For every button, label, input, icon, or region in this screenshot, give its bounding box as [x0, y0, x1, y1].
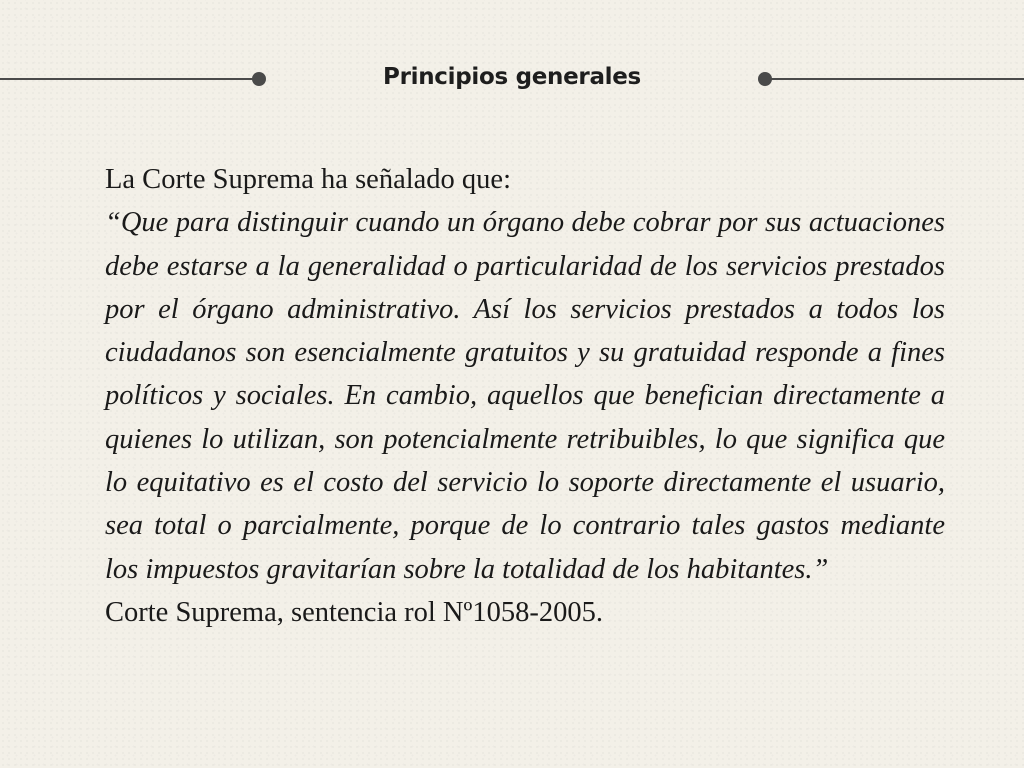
- header-left-rule: [0, 78, 258, 80]
- quote-text: “Que para distinguir cuando un órgano debe cobrar por sus actuaciones debe estarse a la generalidad o particularidad de los servicios prestados por el órgano administrativo. Así los servicios prestados a todos los ciudadanos son esencialmente gratuitos y su gratuidad responde a fines políticos y sociales. En cambio, aquellos que benefician directamente a quienes lo utilizan, son potencialmente retribuibles, lo que significa que lo equitativo es el costo del servicio lo soporte directamente el usuario, sea total o parcialmente, porque de lo contrario tales gastos mediante los impuestos gravitarían sobre la totalidad de los habitantes.”: [105, 207, 945, 585]
- header-left-dot-icon: [252, 72, 266, 86]
- slide-title: Principios generales: [383, 64, 641, 90]
- intro-text: La Corte Suprema ha señalado que:: [105, 164, 511, 195]
- slide-header: [0, 56, 1024, 102]
- slide-body: [105, 158, 945, 634]
- citation-text: Corte Suprema, sentencia rol Nº1058-2005.: [105, 596, 603, 628]
- header-right-rule: [766, 78, 1024, 80]
